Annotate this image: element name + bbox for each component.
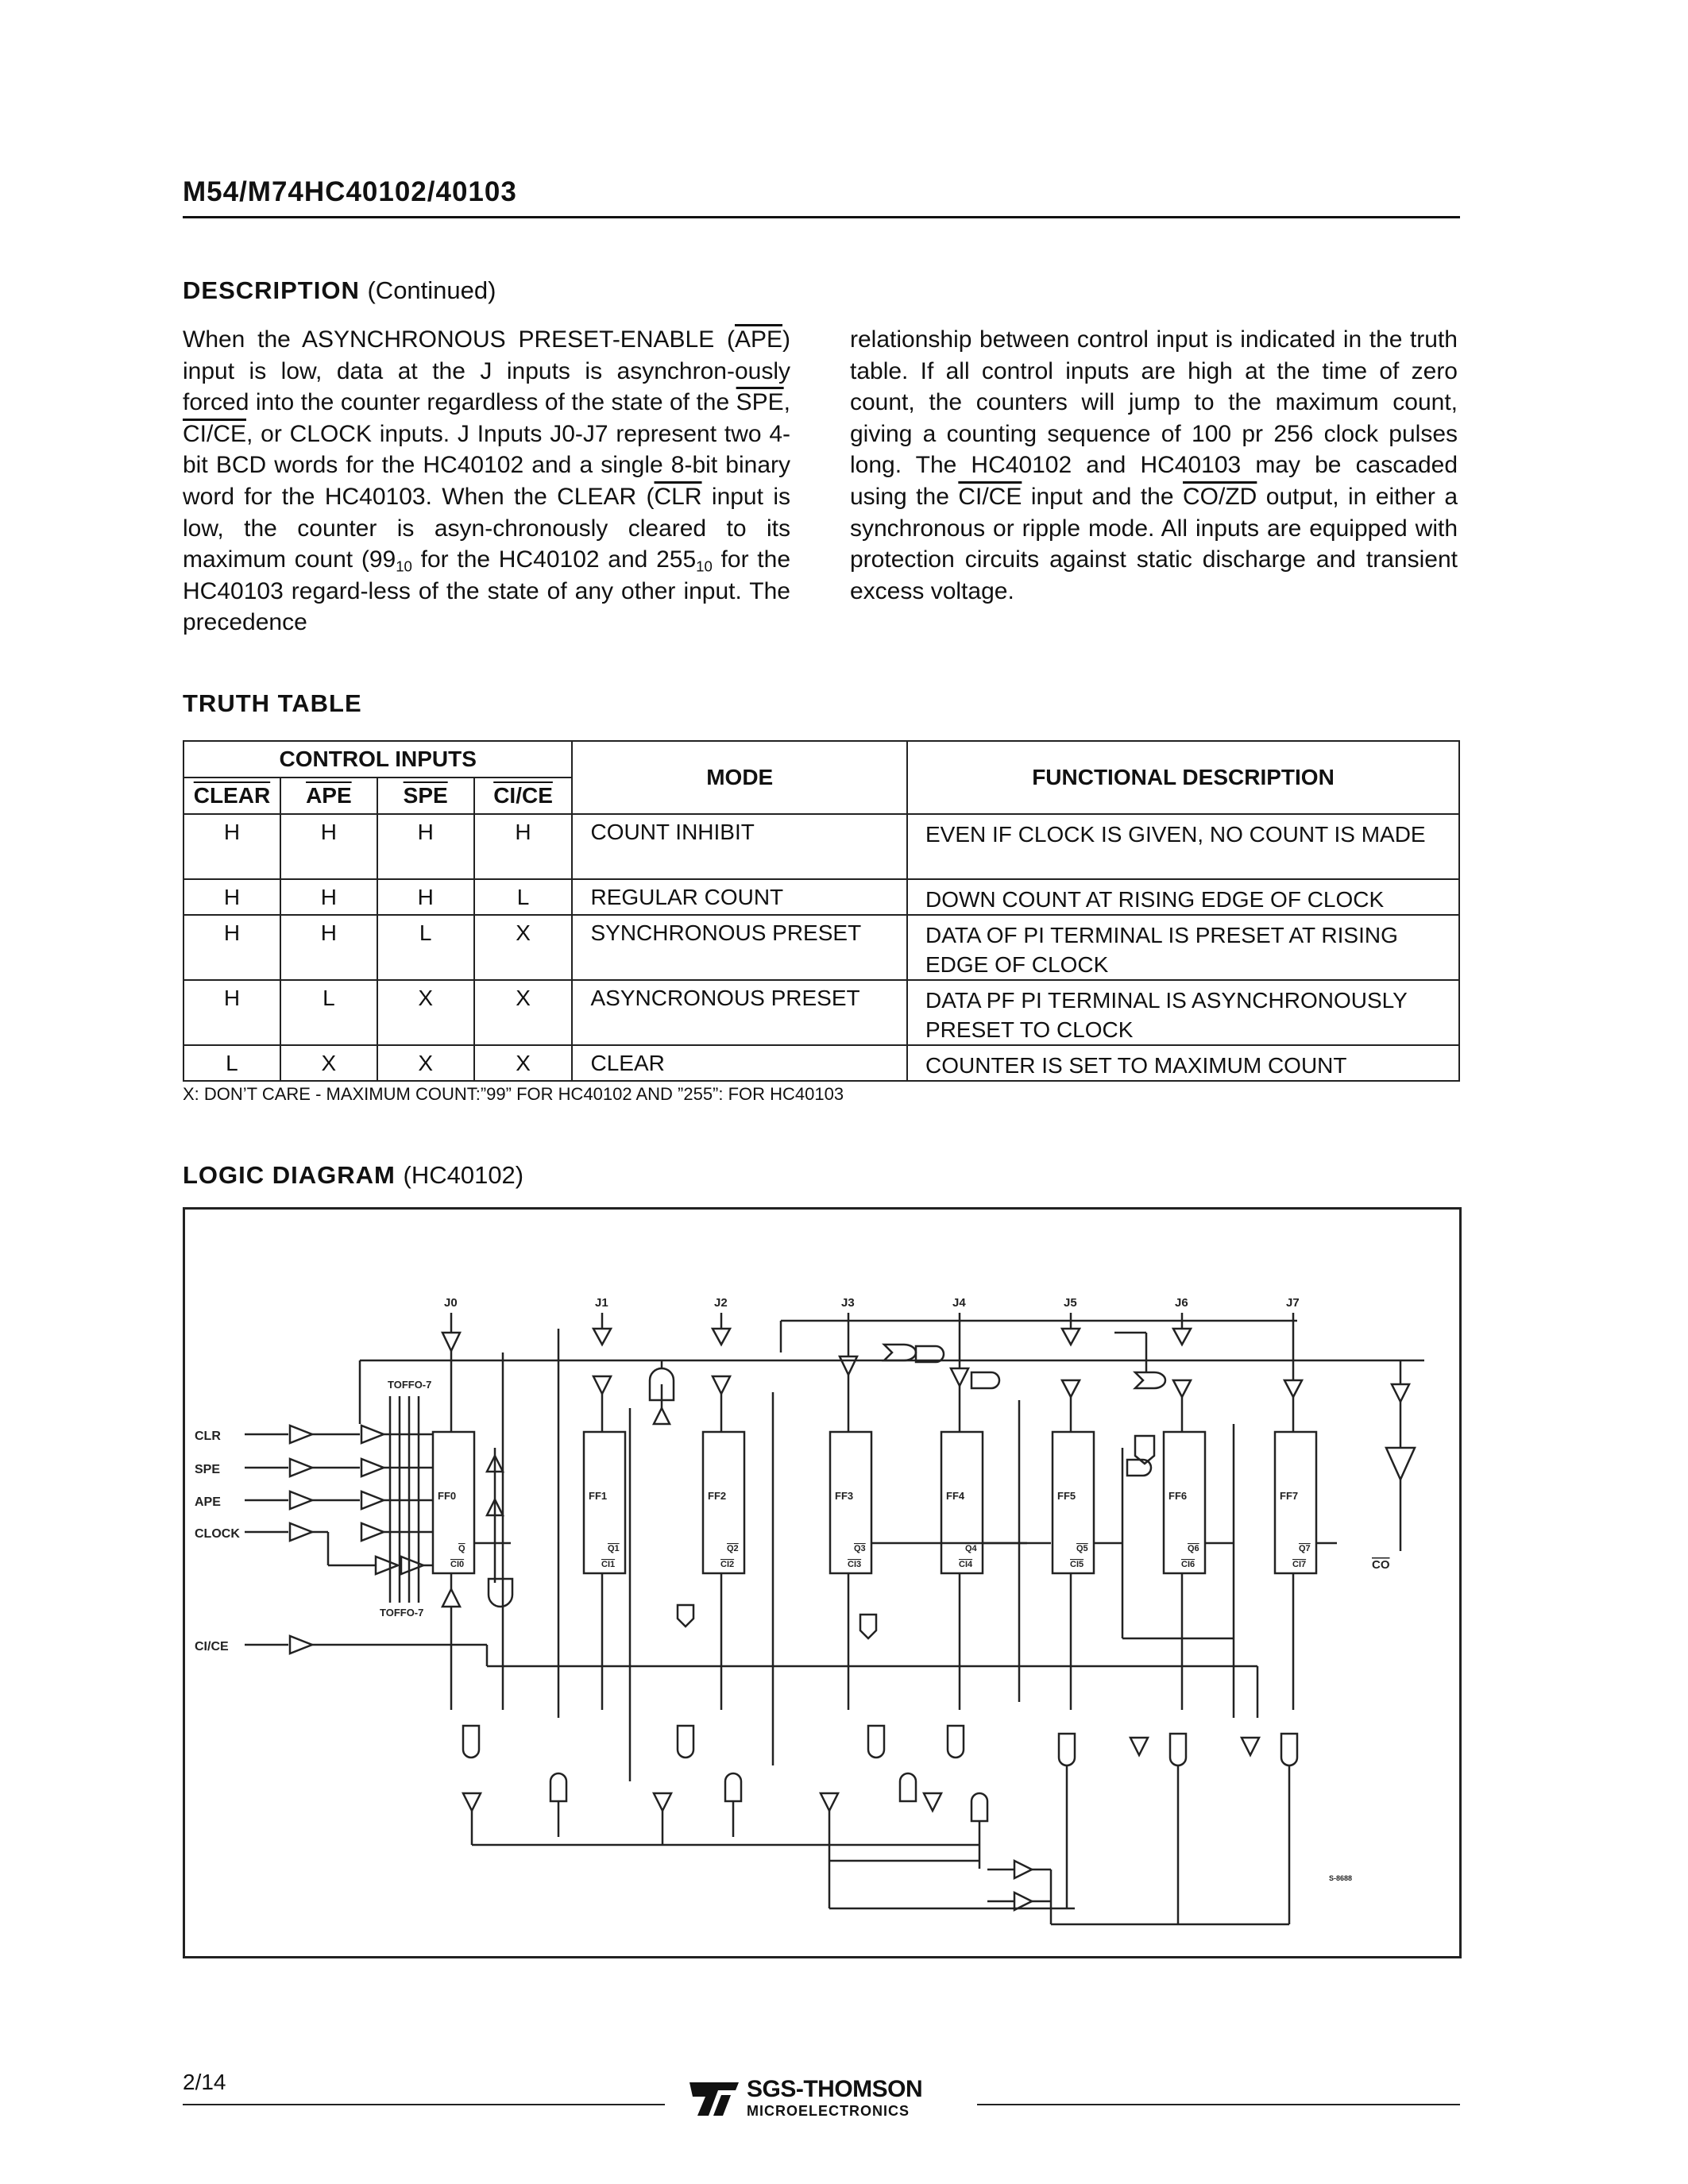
- desc-signal-spe: $\overline{SPE}$: [736, 389, 784, 416]
- cell-cice: X: [474, 980, 573, 1045]
- ff-label: FF1: [589, 1490, 608, 1502]
- cell-clear: L: [183, 1045, 280, 1081]
- cell-clear: H: [183, 879, 280, 915]
- ci-label: CI5: [1070, 1560, 1084, 1569]
- j-label: J5: [1064, 1296, 1077, 1310]
- ci-label: CI7: [1292, 1560, 1307, 1569]
- q-label: Q6: [1188, 1544, 1199, 1553]
- ci-label: CI3: [848, 1560, 862, 1569]
- interconnect-wiring: [360, 1321, 1424, 1781]
- truth-table-title: TRUTH TABLE: [183, 689, 362, 717]
- logic-diagram-subtitle: (HC40102): [403, 1161, 524, 1189]
- cell-mode: REGULAR COUNT: [572, 879, 907, 915]
- ff-label: FF0: [438, 1490, 457, 1502]
- cell-spe: L: [377, 915, 474, 980]
- ci-label: CI2: [720, 1560, 735, 1569]
- table-row: [183, 915, 1459, 980]
- desc-text: , or CLOCK inputs. J Inputs J0-J7 represent two 4-bit BCD words for the HC40102 and a single 8-bit binary word for the HC40103. When the CLEAR (: [183, 420, 790, 510]
- cell-ape: X: [280, 1045, 377, 1081]
- description-title: DESCRIPTION: [183, 276, 360, 304]
- ci-label: CI0: [450, 1560, 465, 1569]
- header-divider: [183, 216, 1460, 218]
- input-label-clock: CLOCK: [195, 1527, 240, 1541]
- desc-signal-ape: $\overline{APE}$: [734, 326, 783, 353]
- j-label: J6: [1175, 1296, 1188, 1310]
- desc-text: ) input is low, data at the J inputs is asynchron-ously forced into the counter regardless of the state of the: [183, 326, 791, 416]
- table-row: [183, 814, 1459, 879]
- flip-flop-labels: [438, 1490, 1311, 1569]
- table-row: [183, 980, 1459, 1045]
- desc-text: for the HC40102 and 255: [411, 546, 697, 573]
- j-label: J2: [714, 1296, 728, 1310]
- j-label: J3: [841, 1296, 855, 1310]
- cell-spe: X: [377, 1045, 474, 1081]
- mode-header: MODE: [572, 741, 907, 814]
- company-division: MICROELECTRONICS: [747, 2103, 910, 2119]
- cell-description: DOWN COUNT AT RISING EDGE OF CLOCK: [907, 879, 1459, 915]
- cell-mode: ASYNCRONOUS PRESET: [572, 980, 907, 1045]
- desc-text: relationship between control input is indicated in the truth table. If all control inputs are high at the time of zero count, the counters will jump to the maximum count, giving a counting sequence of 100 pr 256 clock pulses long. The HC40102 and HC40103 may be cascaded using the: [850, 326, 1458, 510]
- ci-label: CI6: [1181, 1560, 1196, 1569]
- toff-bottom-label: TOFFO-7: [380, 1607, 424, 1619]
- q-label: Q3: [854, 1544, 866, 1553]
- footer-logo: [682, 2071, 968, 2127]
- q-label: Q: [458, 1544, 465, 1553]
- cell-ape: H: [280, 814, 377, 879]
- desc-text: for the HC40103 regard-less of the state of any other input. The precedence: [183, 546, 791, 636]
- q-label: Q1: [608, 1544, 620, 1553]
- logic-diagram-frame: [183, 1207, 1462, 1958]
- ff-label: FF4: [946, 1490, 965, 1502]
- cell-description: COUNTER IS SET TO MAXIMUM COUNT: [907, 1045, 1459, 1081]
- cell-mode: SYNCHRONOUS PRESET: [572, 915, 907, 980]
- document-header-title: M54/M74HC40102/40103: [183, 176, 517, 207]
- cell-ape: H: [280, 879, 377, 915]
- desc-signal-clr: $\overline{CLR}$: [654, 483, 702, 510]
- ape-header: $\overline{APE}$: [280, 778, 377, 814]
- desc-signal-cice: CI/CE: [958, 483, 1022, 510]
- j-label: J7: [1286, 1296, 1300, 1310]
- desc-text: When the ASYNCHRONOUS PRESET-ENABLE: [183, 326, 715, 353]
- j-label: J1: [595, 1296, 608, 1310]
- ff-label: FF3: [835, 1490, 854, 1502]
- input-label-cice: CI/CE: [195, 1640, 229, 1653]
- ff-label: FF5: [1057, 1490, 1076, 1502]
- desc-text: input is low, the counter is asyn-chronously cleared to its maximum count (99: [183, 483, 790, 573]
- spe-header: $\overline{SPE}$: [377, 778, 474, 814]
- q-label: Q2: [727, 1544, 739, 1553]
- flip-flops: [433, 1313, 1316, 1573]
- footer-rule-right: [977, 2104, 1460, 2105]
- cell-cice: L: [474, 879, 573, 915]
- control-inputs-header: CONTROL INPUTS: [183, 741, 572, 778]
- cell-cice: X: [474, 915, 573, 980]
- desc-text: output, in either a synchronous or ripple mode. All inputs are equipped with protection circuits against static discharge and transient excess voltage.: [850, 483, 1458, 604]
- q-label: Q4: [965, 1544, 977, 1553]
- cell-spe: X: [377, 980, 474, 1045]
- cell-clear: H: [183, 980, 280, 1045]
- input-label-clr: CLR: [195, 1430, 221, 1443]
- cell-spe: H: [377, 814, 474, 879]
- company-name: SGS-THOMSON: [747, 2076, 923, 2102]
- lower-gates: [451, 1573, 1297, 1924]
- cice-header: CI/CE: [474, 778, 573, 814]
- ff-label: FF7: [1280, 1490, 1299, 1502]
- input-label-spe: SPE: [195, 1463, 221, 1476]
- cell-description: DATA PF PI TERMINAL IS ASYNCHRONOUSLY PRESET TO CLOCK: [907, 980, 1459, 1045]
- page-number: 2/14: [183, 2070, 226, 2094]
- j-label: J4: [952, 1296, 966, 1310]
- ci-label: CI4: [959, 1560, 973, 1569]
- description-column-2: [850, 324, 1458, 607]
- output-label-co: CO: [1372, 1558, 1390, 1572]
- desc-signal-cice: CI/CE: [183, 420, 247, 447]
- logic-diagram-title: LOGIC DIAGRAM: [183, 1161, 396, 1189]
- desc-signal-cozd: CO/ZD: [1183, 483, 1257, 510]
- q-label: Q7: [1299, 1544, 1311, 1553]
- ci-label: CI1: [601, 1560, 616, 1569]
- clear-header: CLEAR: [183, 778, 280, 814]
- desc-text: input and the: [1022, 483, 1184, 510]
- truth-table: [183, 740, 1460, 1082]
- cell-description: EVEN IF CLOCK IS GIVEN, NO COUNT IS MADE: [907, 814, 1459, 879]
- logic-diagram-heading: [183, 1161, 523, 1190]
- logic-diagram: [185, 1210, 1459, 1956]
- toff-top-label: TOFFO-7: [388, 1379, 432, 1391]
- desc-subscript: 10: [396, 558, 412, 575]
- functional-description-header: FUNCTIONAL DESCRIPTION: [907, 741, 1459, 814]
- cell-cice: X: [474, 1045, 573, 1081]
- q-label: Q5: [1076, 1544, 1088, 1553]
- j-input-labels: [444, 1296, 1300, 1310]
- diagram-ref-code: S-8688: [1329, 1874, 1353, 1882]
- table-row: [183, 879, 1459, 915]
- cell-clear: H: [183, 915, 280, 980]
- description-subtitle: (Continued): [367, 276, 496, 304]
- cell-ape: L: [280, 980, 377, 1045]
- j-label: J0: [444, 1296, 458, 1310]
- ff-label: FF6: [1168, 1490, 1188, 1502]
- truth-table-footnote: X: DON’T CARE - MAXIMUM COUNT:”99” FOR HC40102 AND ”255”: FOR HC40103: [183, 1084, 844, 1104]
- description-column-1: When the ASYNCHRONOUS PRESET-ENABLE $(\overline{APE})$ input is low, data at the J inputs is asynchron-ously forced into the counter regardless of the state of the $\overline{SPE}$, CI/CE, or CLOCK inputs. J Inputs J0-J7 represent two 4-bit BCD words for the HC40102 and a single 8-bit binary word for the HC40103. When the CLEAR ($\overline{CLR}$ input is low, the counter is asyn-chronously cleared to its maximum count ($99_{10}$ for the HC40102 and $255_{10}$ for the HC40103 regard-less of the state of any other input. The precedence: [183, 326, 791, 636]
- cell-cice: H: [474, 814, 573, 879]
- cell-spe: H: [377, 879, 474, 915]
- footer-rule-left: [183, 2104, 665, 2105]
- cell-mode: CLEAR: [572, 1045, 907, 1081]
- desc-subscript: 10: [696, 558, 713, 575]
- cell-mode: COUNT INHIBIT: [572, 814, 907, 879]
- description-heading: [183, 276, 496, 305]
- cell-clear: H: [183, 814, 280, 879]
- cell-ape: H: [280, 915, 377, 980]
- table-row: [183, 1045, 1459, 1081]
- ff-label: FF2: [708, 1490, 727, 1502]
- desc-text: ,: [783, 389, 790, 416]
- st-logo-icon: [682, 2074, 745, 2122]
- input-label-ape: APE: [195, 1495, 221, 1509]
- cell-description: DATA OF PI TERMINAL IS PRESET AT RISING EDGE OF CLOCK: [907, 915, 1459, 980]
